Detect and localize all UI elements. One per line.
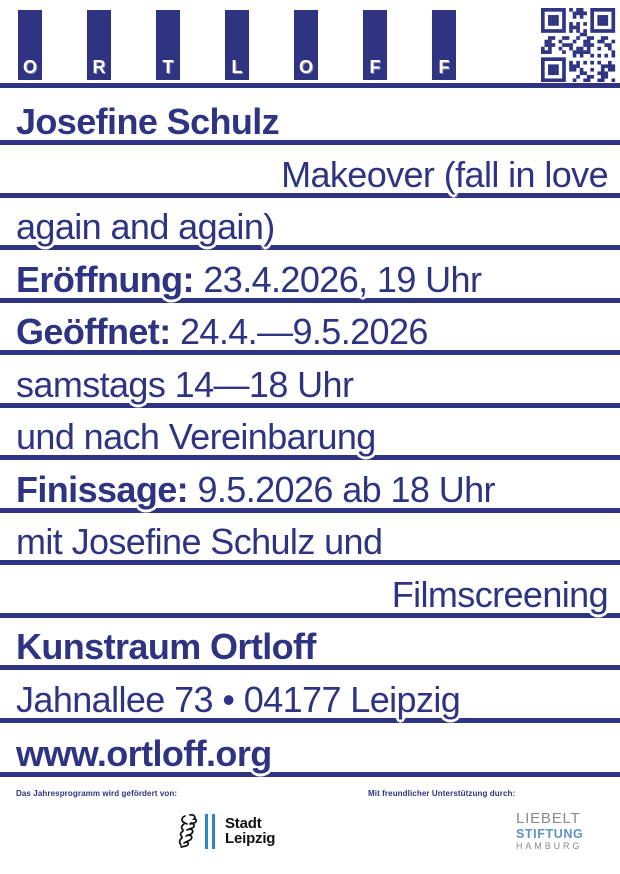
stadt-leipzig-wordmark [225, 816, 275, 847]
line-regular-text: Jahnallee 73 • 04177 Leipzig [16, 679, 461, 720]
liebelt-line2: STIFTUNG [516, 827, 584, 841]
stadt-leipzig-line1: Stadt [225, 814, 262, 832]
line-opening [0, 261, 620, 299]
line-bold-text: Eröffnung: [16, 259, 194, 300]
line-venue-name [0, 628, 620, 666]
line-regular-text: Filmscreening [391, 574, 608, 615]
funding-note: Das Jahresprogramm wird gefördert von: [16, 789, 178, 798]
line-regular-text: Makeover (fall in love [281, 154, 608, 195]
line-exhibition-title-2 [0, 208, 620, 246]
liebelt-line3: HAMBURG [516, 841, 583, 851]
brand-letter-box: R [87, 10, 111, 80]
support-note: Mit freundlicher Unterstützung durch: [368, 789, 516, 798]
leipzig-lion-icon [176, 813, 201, 849]
line-bold-text: Finissage: [16, 469, 189, 510]
line-bold-text: Josefine Schulz [16, 101, 280, 142]
line-open-dates [0, 313, 620, 351]
brand-letter-box: L [225, 10, 249, 80]
brand-letter-box: O [18, 10, 42, 80]
line-bold-text: Geöffnet: [16, 311, 171, 352]
line-regular-text: again and again) [16, 206, 275, 247]
qr-code-icon [540, 8, 616, 82]
liebelt-stiftung-logo [516, 811, 583, 852]
line-exhibition-title-1 [0, 156, 620, 194]
line-regular-text: 9.5.2026 ab 18 Uhr [188, 469, 495, 510]
liebelt-line1: LIEBELT [516, 810, 581, 827]
line-regular-text: mit Josefine Schulz und [16, 521, 383, 562]
line-finissage-detail [0, 523, 620, 561]
brand-letter-box: F [432, 10, 456, 80]
brand-letter-box: F [363, 10, 387, 80]
stadt-leipzig-line2: Leipzig [225, 830, 276, 847]
line-open-hours [0, 366, 620, 404]
line-by-appointment [0, 418, 620, 456]
line-regular-text: 24.4.—9.5.2026 [170, 311, 428, 352]
brand-letter-box: O [294, 10, 318, 80]
line-regular-text: und nach Vereinbarung [16, 416, 376, 457]
brand-letter-box: T [156, 10, 180, 80]
line-finissage [0, 471, 620, 509]
stadt-leipzig-logo [176, 813, 275, 849]
line-website-url [0, 735, 620, 773]
line-regular-text: samstags 14—18 Uhr [16, 364, 354, 405]
line-bold-text: Kunstraum Ortloff [16, 626, 316, 667]
line-filmscreening [0, 576, 620, 614]
leipzig-logo-bars [205, 814, 219, 849]
line-artist-name [0, 103, 620, 141]
line-address [0, 681, 620, 719]
line-regular-text: 23.4.2026, 19 Uhr [193, 259, 482, 300]
line-bold-text: www.ortloff.org [16, 733, 272, 774]
divider-rule [0, 83, 620, 88]
